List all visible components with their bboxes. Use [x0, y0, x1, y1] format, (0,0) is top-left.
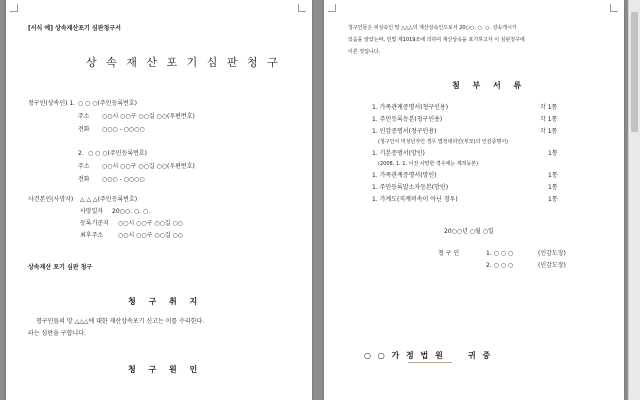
attachment-count: 각 1통	[540, 104, 558, 111]
attachment-label: 1. 주민등록말소자등본(망인)	[372, 184, 449, 191]
seal-mark: (인감도장)	[538, 250, 566, 257]
last-address-value: ○○시 ○○구 ○○길 ○○	[118, 232, 183, 239]
claimant2-number: 2.	[78, 150, 84, 157]
margin-mark	[298, 4, 306, 12]
purpose-line-2: 라는 심판을 구합니다.	[28, 330, 86, 337]
attachment-label: 1. 가계도(직계비속이 아닌 경우)	[372, 196, 458, 203]
claimant2-phone: ○○○ - ○○○○	[102, 176, 145, 183]
scrollbar-thumb[interactable]	[631, 12, 638, 132]
court-suffix: 귀 중	[468, 351, 493, 360]
last-address-label: 최후주소	[80, 232, 104, 239]
cause-line-2: 있음을 알았는바, 민법 제1019조에 의하여 재산상속을 포기하고자 이 심판청구에	[348, 37, 525, 43]
claimant2-phone-label: 전화	[78, 176, 90, 183]
claimant1-phone-label: 전화	[78, 126, 90, 133]
purpose-line-1: 청구인들의 망 △△△에 대한 재산상속포기 신고는 이를 수리한다.	[36, 318, 205, 325]
margin-mark	[10, 4, 18, 12]
attachment-count: 1통	[548, 184, 558, 191]
attachment-count: 1통	[548, 150, 558, 157]
document-page-left	[6, 0, 312, 400]
case-name: 상속재산 포기 심판 청구	[28, 264, 93, 271]
cause-line-3: 이른 것입니다.	[348, 49, 381, 55]
attachment-count: 1통	[548, 172, 558, 179]
claimant1-address-label: 주소	[78, 113, 90, 120]
claimant-heading: 청구인(상속인) 1.	[28, 100, 76, 107]
cause-heading: 청 구 원 인	[128, 365, 203, 374]
attachment-label: 1. 기본증명서(망인)	[372, 150, 425, 157]
attachment-count: 각 1통	[540, 128, 558, 135]
attachment-label: 1. 인감증명서(청구인용)	[372, 128, 437, 135]
form-label: [서식 예] 상속재산포기 심판청구서	[28, 25, 121, 32]
attachment-count: 1통	[548, 196, 558, 203]
signer-1: 1. ○ ○ ○	[486, 250, 514, 257]
attachments-heading: 첨 부 서 류	[452, 81, 527, 90]
attachment-note: (청구인이 미성년자인 경우 법정대리인(부모)의 인감증명서)	[378, 139, 509, 145]
cause-line-1: 청구인들은 피상속인 망 △△△의 재산상속인으로서 20○○. ○. ○. 상속개시가	[348, 25, 517, 31]
seal-mark: (인감도장)	[538, 262, 566, 269]
vertical-scrollbar[interactable]	[628, 0, 640, 400]
signer-label: 청 구 인	[438, 250, 460, 257]
document-title: 상 속 재 산 포 기 심 판 청 구	[86, 56, 281, 69]
claimant1-phone: ○○○ - ○○○○	[102, 126, 145, 133]
claimant2-address: ○○시 ○○구 ○○길 ○○(우편번호)	[102, 163, 195, 170]
purpose-heading: 청 구 취 지	[128, 297, 203, 306]
death-date: 20○○. ○. ○.	[112, 208, 151, 215]
claimant1-address: ○○시 ○○구 ○○길 ○○(우편번호)	[102, 113, 195, 120]
attachment-count: 각 1통	[540, 116, 558, 123]
document-page-right	[324, 0, 624, 400]
court-underline	[408, 362, 452, 363]
margin-mark	[328, 4, 336, 12]
court-name: ○ ○ 가 정 법 원	[364, 351, 445, 360]
attachment-label: 1. 가족관계증명서(청구인용)	[372, 104, 449, 111]
claimant2-name: ○ ○ ○(주민등록번호)	[88, 150, 147, 157]
attachment-label: 1. 주민등록등본(청구인용)	[372, 116, 443, 123]
deceased-heading: 사건본인(사망자)	[28, 196, 74, 203]
claimant2-address-label: 주소	[78, 163, 90, 170]
registry-label: 등록기준지	[80, 220, 109, 227]
deceased-name: △ △ △(주민등록번호)	[80, 196, 138, 203]
attachment-note: (2008. 1. 1. 이전 사망한 경우에는 제적등본)	[378, 161, 479, 167]
death-date-label: 사망일자	[80, 208, 104, 215]
attachment-label: 1. 가족관계증명서(망인)	[372, 172, 437, 179]
signer-2: 2. ○ ○ ○	[486, 262, 514, 269]
margin-mark	[610, 4, 618, 12]
claimant1-name: ○ ○ ○(주민등록번호)	[78, 100, 137, 107]
registry-value: ○○시 ○○구 ○○길 ○○	[118, 220, 183, 227]
filing-date: 20○○년 ○월 ○일	[444, 228, 494, 235]
